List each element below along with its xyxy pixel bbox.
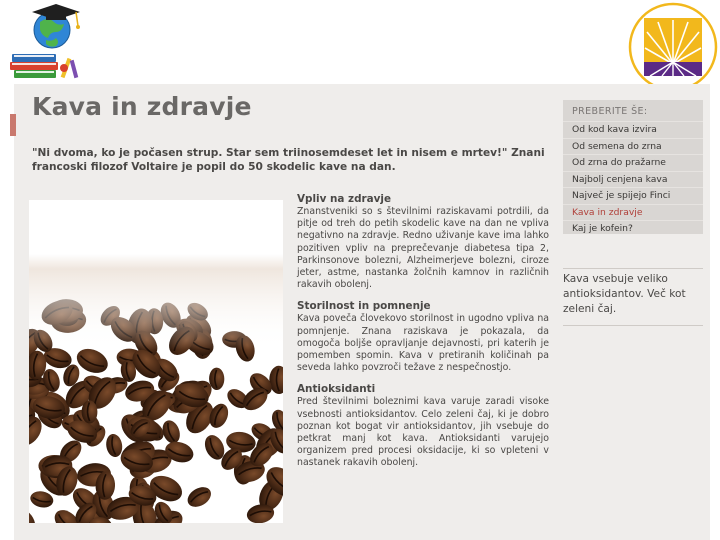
school-logo-icon (6, 0, 98, 82)
divider (563, 268, 703, 269)
section-text: Znanstveniki so s številnimi raziskavami potrdili, da pitje od treh do petih skodelic kave na dan ne vpliva negativno na zdravje. Redno uživanje kave ima lahko pozitiven vpliv na preprečevanje diabetesa tipa 2, Parkinsonove bolezni, Alzheimerjeve bolezni, ciroze jeter, astme, nastanka žolčnih kamnov in različnih rakavih obolenj. (297, 206, 549, 291)
related-articles-box (563, 100, 703, 234)
related-link[interactable]: Kaj je kofein? (563, 220, 703, 237)
related-link[interactable]: Od zrna do pražarne (563, 154, 703, 171)
tip-text: Kava vsebuje veliko antioksidantov. Več kot zeleni čaj. (563, 273, 686, 315)
related-articles-title: PREBERITE ŠE: (572, 106, 648, 117)
coffee-beans-image (29, 200, 283, 523)
related-link-active[interactable]: Kava in zdravje (563, 204, 703, 221)
tip-box (563, 272, 703, 326)
related-link[interactable]: Od kod kava izvira (563, 121, 703, 138)
article-screenshot (14, 84, 710, 540)
section-heading: Storilnost in pomnenje (297, 300, 431, 313)
related-articles-list (563, 121, 703, 237)
intro-quote: "Ni dvoma, ko je počasen strup. Star sem triinosemdeset let in nisem e mrtev!" Znani francoski filozof Voltaire je popil do 50 skodelic kave na dan. (32, 147, 545, 173)
sunburst-emblem-icon (628, 2, 718, 92)
related-link[interactable]: Od semena do zrna (563, 138, 703, 155)
related-link[interactable]: Največ je spijejo Finci (563, 187, 703, 204)
section-text: Pred številnimi boleznimi kava varuje zaradi visoke vsebnosti antioksidantov. Celo zeleni čaj, ki je dobro poznan kot bogat vir antioksidantov, jih vsebuje do petkrat manj kot kava. Antioksidanti varujejo organizem pred procesi oksidacije, ki so vpleteni v nastanek rakavih obolenj. (297, 396, 549, 469)
accent-marker (10, 114, 16, 136)
article-body (297, 192, 549, 478)
related-link[interactable]: Najbolj cenjena kava (563, 171, 703, 188)
section-heading: Antioksidanti (297, 383, 376, 396)
page-title: Kava in zdravje (32, 92, 252, 121)
section-heading: Vpliv na zdravje (297, 193, 392, 205)
section-text: Kava poveča človekovo storilnost in ugodno vpliva na pomnjenje. Znana raziskava je pokazala, da omogoča boljše opravljanje dejavnosti, pri katerih je pomemben spomin. Kava v pretiranih količinah pa seveda lahko povzroči težave z nespečnostjo. (297, 313, 549, 374)
